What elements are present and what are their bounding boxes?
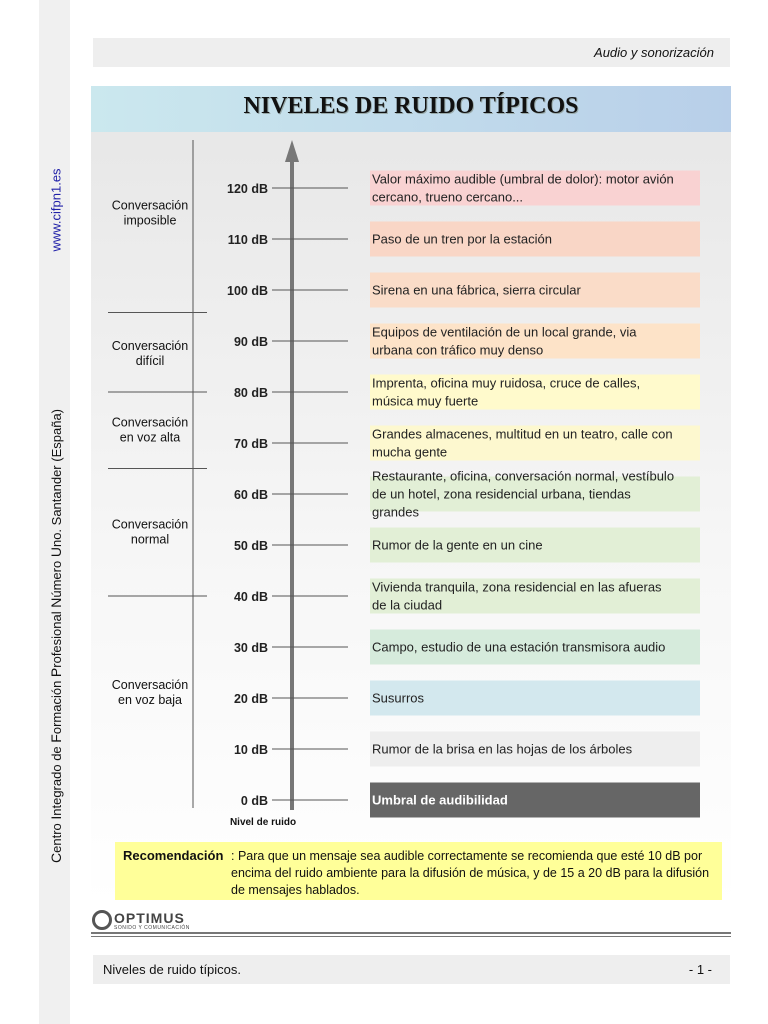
- level-description-line: Restaurante, oficina, conversación normal, vestíbulo: [372, 468, 675, 484]
- level-label: 100 dB: [227, 284, 268, 298]
- level-description: [372, 538, 543, 553]
- sidebar-initial: F: [48, 734, 64, 743]
- sidebar-initial: C: [48, 852, 64, 864]
- level-description-line: Sirena en una fábrica, sierra circular: [372, 282, 581, 298]
- sidebar-word: rofesional: [49, 607, 64, 668]
- level-label: 70 dB: [233, 437, 268, 451]
- level-label: 10 dB: [233, 743, 268, 757]
- level-description-line: Paso de un tren por la estación: [372, 231, 552, 247]
- header-subject: Audio y sonorización: [594, 45, 714, 60]
- category-label: [112, 199, 188, 228]
- level-description-line: mucha gente: [372, 444, 448, 460]
- level-description-line: Grandes almacenes, multitud en un teatro, calle con: [372, 426, 673, 442]
- optimus-logo: [92, 910, 212, 932]
- sidebar-url[interactable]: www.cifpn1.es: [48, 168, 64, 252]
- recommendation-box: [115, 842, 722, 900]
- category-label: [112, 678, 188, 707]
- category-label-line: difícil: [135, 353, 165, 368]
- level-label: 80 dB: [233, 386, 268, 400]
- axis-arrow-icon: [285, 140, 299, 162]
- sidebar-word: úmero: [49, 557, 64, 598]
- category-label: [112, 339, 188, 368]
- sidebar-word: ormación: [49, 677, 64, 735]
- level-description-line: de la ciudad: [372, 597, 443, 613]
- level-description-line: Umbral de audibilidad: [372, 792, 508, 808]
- level-label: 60 dB: [233, 488, 268, 502]
- level-description-line: urbana con tráfico muy denso: [372, 342, 544, 358]
- sidebar-initial: P: [48, 667, 64, 678]
- category-label-line: en voz baja: [118, 692, 182, 707]
- page-footer: [93, 955, 730, 984]
- category-label-line: Conversación: [111, 415, 189, 430]
- level-label: 40 dB: [233, 590, 268, 604]
- level-label: 120 dB: [227, 182, 268, 196]
- category-label: [112, 517, 188, 546]
- level-label: 90 dB: [233, 335, 268, 349]
- category-label-line: imposible: [123, 213, 177, 228]
- page-number: - 1 -: [688, 962, 712, 977]
- level-description-line: de un hotel, zona residencial urbana, tiendas: [372, 486, 631, 502]
- level-label: 110 dB: [227, 233, 268, 247]
- footer-divider-thin: [91, 936, 731, 937]
- level-description: [372, 742, 633, 757]
- level-description-line: música muy fuerte: [372, 393, 479, 409]
- level-label: 0 dB: [240, 794, 268, 808]
- logo-tagline: SONIDO Y COMUNICACIÓN: [114, 925, 190, 931]
- recommendation-text: : Para que un mensaje sea audible correctamente se recomienda que esté 10 dB por encima del ruido ambiente para la difusión de música, y de 15 a 20 dB para la difusión de mensajes hablados.: [231, 849, 710, 897]
- sidebar-word: no. Santander (España): [49, 408, 64, 548]
- sidebar-word: entro: [49, 819, 64, 853]
- level-description-line: grandes: [372, 504, 419, 520]
- level-description-line: Susurros: [372, 690, 425, 706]
- sidebar-initial: U: [48, 547, 64, 558]
- category-label-line: en voz alta: [119, 430, 181, 445]
- category-label-line: normal: [130, 532, 170, 547]
- level-description-line: Imprenta, oficina muy ruidosa, cruce de calles,: [372, 375, 641, 391]
- level-description: [372, 793, 508, 808]
- level-label: 30 dB: [233, 641, 268, 655]
- category-label: [112, 415, 188, 444]
- level-description: [372, 691, 425, 706]
- axis-label: Nivel de ruido: [229, 817, 297, 828]
- sidebar-initial: N: [48, 597, 64, 608]
- logo-name: OPTIMUS: [114, 910, 185, 926]
- category-label-line: Conversación: [111, 517, 189, 532]
- level-description-line: Valor máximo audible (umbral de dolor): motor avión: [372, 171, 674, 187]
- category-label-line: Conversación: [111, 677, 189, 692]
- page-title: NIVELES DE RUIDO TÍPICOS: [243, 93, 579, 119]
- level-description-line: Campo, estudio de una estación transmisora audio: [372, 639, 666, 655]
- level-description: [372, 469, 674, 520]
- level-description: [372, 283, 581, 298]
- level-description: [372, 232, 552, 247]
- category-label-line: Conversación: [111, 338, 189, 353]
- level-description: [372, 640, 665, 655]
- sidebar-initial: I: [48, 815, 64, 820]
- level-description-line: Equipos de ventilación de un local grande, via: [372, 324, 637, 340]
- footer-title: Niveles de ruido típicos.: [103, 962, 242, 977]
- recommendation-label: Recomendación: [123, 848, 224, 863]
- level-label: 20 dB: [233, 692, 268, 706]
- level-label: 50 dB: [233, 539, 268, 553]
- logo-mark-icon: [92, 910, 112, 930]
- category-label-line: Conversación: [111, 198, 189, 213]
- level-description-line: cercano, trueno cercano...: [372, 189, 524, 205]
- level-description-line: Rumor de la brisa en las hojas de los árboles: [372, 741, 633, 757]
- level-description-line: Rumor de la gente en un cine: [372, 537, 543, 553]
- sidebar-word: ntegrado de: [49, 742, 64, 816]
- footer-divider: [91, 932, 731, 934]
- level-description-line: Vivienda tranquila, zona residencial en las afueras: [372, 579, 662, 595]
